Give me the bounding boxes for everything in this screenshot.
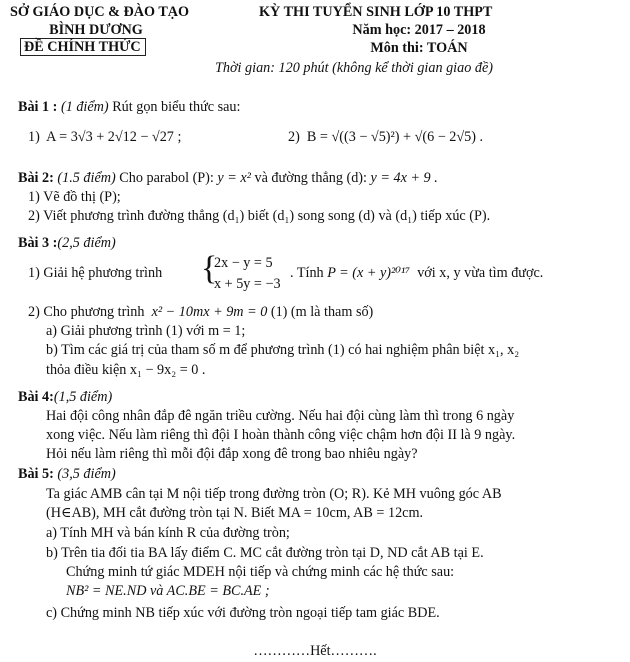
problem-3-heading — [18, 235, 116, 252]
problem-2-item-1: 1) Vẽ đồ thị (P); — [28, 189, 121, 205]
problem-3-head: Bài 3 : — [18, 235, 58, 251]
problem-5-item-b-line-3: NB² = NE.ND và AC.BE = BC.AE ; — [66, 583, 270, 599]
problem-1-heading — [18, 99, 240, 116]
system-eq-1: 2x − y = 5 — [214, 255, 273, 271]
problem-5-points: (3,5 điểm) — [57, 466, 116, 482]
problem-5-heading — [18, 466, 116, 483]
problem-3-points: (2,5 điểm) — [57, 235, 116, 251]
subject: Môn thi: TOÁN — [370, 40, 468, 56]
problem-3-part-2-note: (1) (m là tham số) — [270, 304, 374, 320]
problem-1-points: (1 điểm) — [60, 99, 109, 115]
problem-3-item-a: a) Giải phương trình (1) với m = 1; — [46, 323, 246, 339]
expr-A: A = 3√3 + 2√12 − √27 ; — [46, 129, 182, 145]
problem-4-head: Bài 4: — [18, 389, 54, 405]
problem-2-intro-b: và đường thẳng (d): — [254, 170, 367, 186]
problem-1-part-1-label: 1) — [28, 129, 40, 145]
problem-4-line-2: xong việc. Nếu làm riêng thì đội I hoàn thành công việc chậm hơn đội II là 9 ngày. — [46, 427, 516, 443]
problem-1-head: Bài 1 : — [18, 99, 58, 115]
problem-2-item-2: 2) Viết phương trình đường thẳng (d₁) biết (d₁) song song (d) và (d₁) tiếp xúc (P). — [28, 208, 491, 224]
problem-2-head: Bài 2: — [18, 170, 54, 186]
problem-3-part-2-intro: 2) Cho phương trình — [28, 304, 145, 320]
problem-3-part-1-tail: với x, y vừa tìm được. — [417, 265, 544, 281]
problem-3-item-b-line-1: b) Tìm các giá trị của tham số m để phương trình (1) có hai nghiệm phân biệt x₁, x₂ — [46, 342, 520, 358]
problem-5-item-c: c) Chứng minh NB tiếp xúc với đường tròn ngoại tiếp tam giác BDE. — [46, 605, 440, 621]
problem-5-item-b-line-2: Chứng minh tứ giác MDEH nội tiếp và chứng minh các hệ thức sau: — [66, 564, 455, 580]
problem-3-item-b-line-2: thỏa điều kiện x₁ − 9x₂ = 0 . — [46, 362, 206, 378]
official-stamp — [20, 39, 146, 56]
problem-4-heading — [18, 389, 112, 406]
problem-5-line-2: (H∈AB), MH cắt đường tròn tại N. Biết MA = 10cm, AB = 12cm. — [46, 505, 424, 521]
problem-4-points: (1,5 điểm) — [53, 389, 113, 405]
school-year: Năm học: 2017 – 2018 — [352, 22, 486, 38]
line-eq: y = 4x + 9 . — [370, 170, 438, 186]
problem-3-part-2 — [28, 304, 373, 321]
official-label: ĐỀ CHÍNH THỨC — [20, 38, 146, 56]
problem-1-part-2 — [288, 129, 483, 146]
parabol-eq: y = x² — [217, 170, 251, 186]
problem-1-part-2-label: 2) — [288, 129, 300, 145]
problem-1-part-1 — [28, 129, 181, 146]
problem-5-item-b-line-1: b) Trên tia đối tia BA lấy điểm C. MC cắt đường tròn tại D, ND cắt AB tại E. — [46, 545, 484, 561]
end-marker: …………Hết………. — [253, 643, 377, 659]
equation-1: x² − 10mx + 9m = 0 — [151, 304, 268, 320]
problem-4-line-1: Hai đội công nhân đắp đê ngăn triều cường. Nếu hai đội cùng làm thì trong 6 ngày — [46, 408, 515, 424]
problem-2-points: (1.5 điểm) — [57, 170, 116, 186]
problem-3-part-1-compute: . Tính — [290, 265, 324, 281]
system-brace: { — [201, 250, 218, 287]
exam-title: KỲ THI TUYỂN SINH LỚP 10 THPT — [259, 4, 493, 20]
problem-3-part-1-intro: 1) Giải hệ phương trình — [28, 265, 163, 281]
problem-5-line-1: Ta giác AMB cân tại M nội tiếp trong đường tròn (O; R). Kẻ MH vuông góc AB — [46, 486, 502, 502]
problem-2-heading — [18, 170, 438, 187]
time-limit: Thời gian: 120 phút (không kể thời gian giao đề) — [215, 60, 493, 76]
province-name: BÌNH DƯƠNG — [49, 22, 143, 38]
dept-name: SỞ GIÁO DỤC & ĐÀO TẠO — [10, 4, 190, 20]
problem-5-head: Bài 5: — [18, 466, 54, 482]
system-eq-2: x + 5y = −3 — [214, 276, 281, 292]
problem-4-line-3: Hỏi nếu làm riêng thì mỗi đội đắp xong đê trong bao nhiêu ngày? — [46, 446, 418, 462]
problem-1-intro: Rút gọn biểu thức sau: — [112, 99, 241, 115]
problem-3-part-1-rest — [290, 265, 543, 282]
problem-5-item-a: a) Tính MH và bán kính R của đường tròn; — [46, 525, 290, 541]
problem-2-intro-a: Cho parabol (P): — [119, 170, 214, 186]
expr-P: P = (x + y)²⁰¹⁷ — [327, 265, 411, 281]
expr-B: B = √((3 − √5)²) + √(6 − 2√5) . — [306, 129, 484, 145]
